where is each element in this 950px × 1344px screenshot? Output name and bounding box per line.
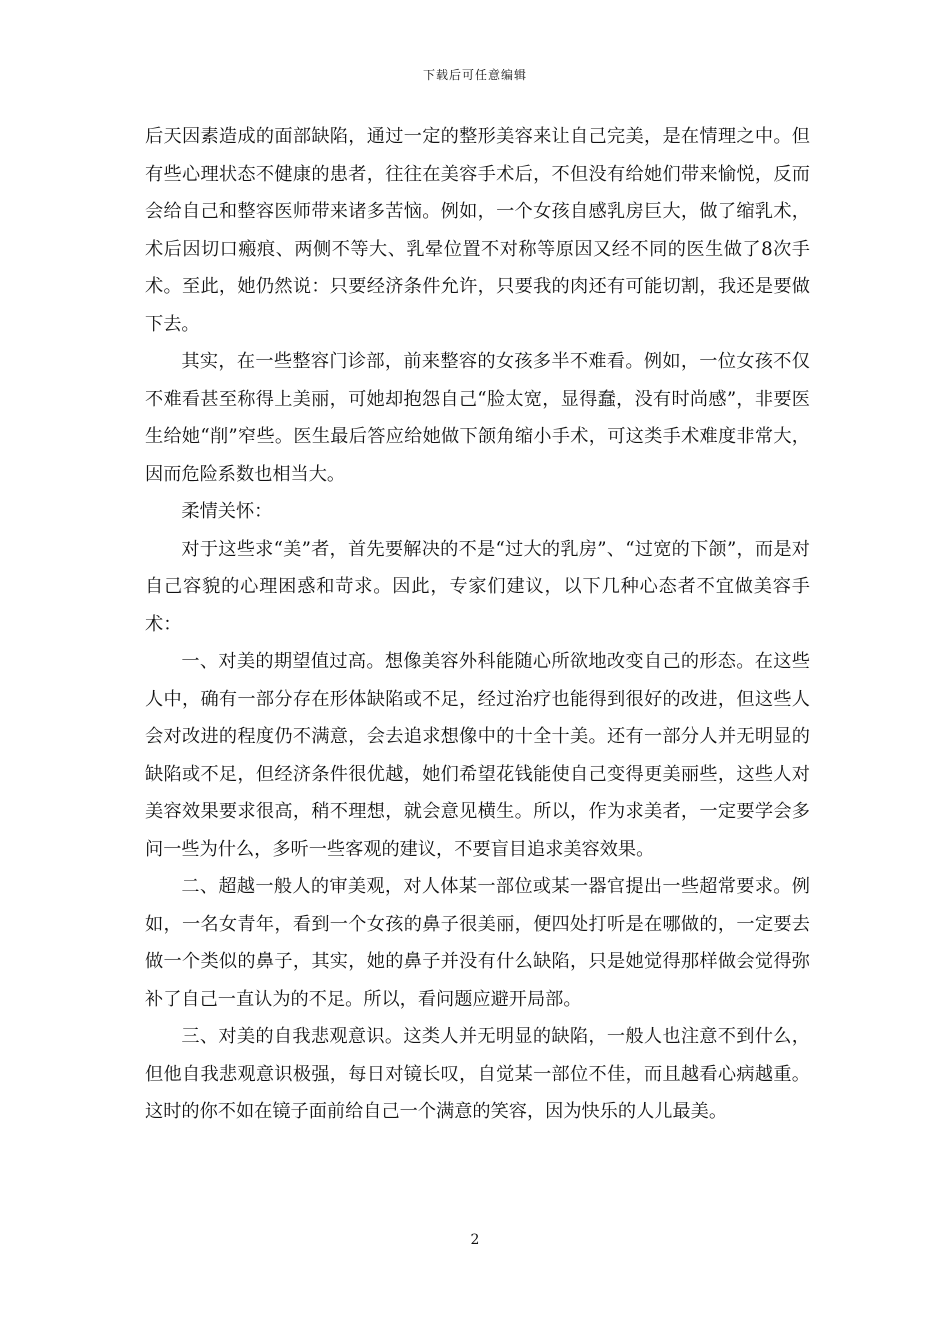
page-number: 2 [470,1232,480,1248]
paragraph-clinic-example: 其实，在一些整容门诊部，前来整容的女孩多半不难看。例如，一位女孩不仅不难看甚至称得上美丽，可她却抱怨自己“脸太宽，显得蠢，没有时尚感”，非要医生给她“削”窄些。医生最后答应给她做下颌角缩小手术，可这类手术难度非常大，因而危险系数也相当大。 [145,351,810,485]
paragraph-point-three: 三、对美的自我悲观意识。这类人并无明显的缺陷，一般人也注意不到什么，但他自我悲观意识极强，每日对镜长叹，自觉某一部位不佳，而且越看心病越重。这时的你不如在镜子面前给自己一个满意的笑容，因为快乐的人儿最美。 [145,1026,810,1122]
section-heading-care: 柔情关怀： [181,501,273,522]
paragraph-point-two: 二、超越一般人的审美观，对人体某一部位或某一器官提出一些超常要求。例如，一名女青年，看到一个女孩的鼻子很美丽，便四处打听是在哪做的，一定要去做一个类似的鼻子，其实，她的鼻子并没有什么缺陷，只是她觉得那样做会觉得弥补了自己一直认为的不足。所以，看问题应避开局部。 [145,876,810,1010]
paragraph-continuation: 后天因素造成的面部缺陷，通过一定的整形美容来让自己完美，是在情理之中。但有些心理状态不健康的患者，往往在美容手术后，不但没有给她们带来愉悦，反而会给自己和整容医师带来诸多苦恼。例如，一个女孩自感乳房巨大，做了缩乳术，术后因切口瘢痕、两侧不等大、乳晕位置不对称等原因又经不同的医生做了8次手术。至此，她仍然说：只要经济条件允许，只要我的肉还有可能切割，我还是要做下去。 [145,126,810,335]
page-header: 下载后可任意编辑 [422,68,527,82]
paragraph-point-one: 一、对美的期望值过高。想像美容外科能随心所欲地改变自己的形态。在这些人中，确有一部分存在形体缺陷或不足，经过治疗也能得到很好的改进，但这些人会对改进的程度仍不满意，会去追求想像中的十全十美。还有一部分人并无明显的缺陷或不足，但经济条件很优越，她们希望花钱能使自己变得更美丽些，这些人对美容效果要求很高，稍不理想，就会意见横生。所以，作为求美者，一定要学会多问一些为什么，多听一些客观的建议，不要盲目追求美容效果。 [145,651,810,860]
document-body [145,118,810,1131]
paragraph-expert-advice: 对于这些求“美”者，首先要解决的不是“过大的乳房”、“过宽的下颌”，而是对自己容貌的心理困惑和苛求。因此，专家们建议，以下几种心态者不宜做美容手术： [145,538,810,635]
